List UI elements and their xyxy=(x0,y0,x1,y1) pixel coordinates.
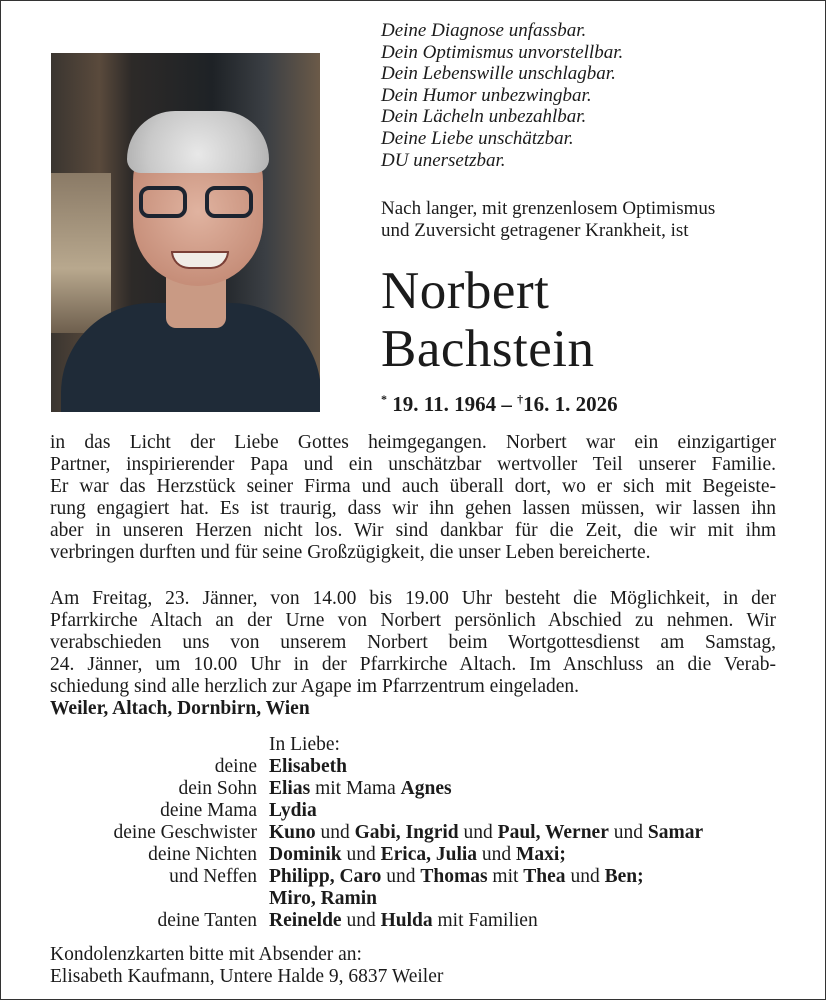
birth-date: 19. 11. 1964 xyxy=(392,392,497,416)
intro-line: und Zuversicht getragener Krankheit, ist xyxy=(381,220,689,241)
paragraph2-line: 24. Jänner, um 10.00 Uhr in der Pfarrkirche Altach. Im Anschluss an die Verab- xyxy=(50,654,776,675)
relatives xyxy=(269,800,317,822)
poem-line: Dein Optimismus unvorstellbar. xyxy=(381,41,624,63)
connector-text: und xyxy=(381,866,421,887)
first-name: Norbert xyxy=(381,262,550,320)
connector-text: und xyxy=(458,822,498,843)
relatives xyxy=(269,910,538,932)
life-dates xyxy=(381,392,618,417)
family-row xyxy=(50,866,703,888)
family-row xyxy=(50,910,703,932)
paragraph-1 xyxy=(50,432,776,564)
paragraph1-line: in das Licht der Liebe Gottes heimgegangen. Norbert war ein einzigartiger xyxy=(50,432,776,453)
relation-label: deine Mama xyxy=(160,800,257,821)
relatives xyxy=(269,844,566,866)
relative-name: Thomas xyxy=(420,866,488,887)
poem-line: Dein Humor unbezwingbar. xyxy=(381,84,592,106)
last-name: Bachstein xyxy=(381,320,595,378)
relation-label: deine Tanten xyxy=(157,910,257,931)
poem xyxy=(381,20,623,171)
connector-text: In Liebe: xyxy=(269,734,340,755)
footer-line: Elisabeth Kaufmann, Untere Halde 9, 6837 Weiler xyxy=(50,966,444,987)
portrait-photo xyxy=(51,53,320,412)
relation-label xyxy=(50,734,269,756)
connector-text: und xyxy=(477,844,517,865)
relatives xyxy=(269,822,703,844)
relative-name: Hulda xyxy=(380,910,433,931)
paragraph1-line: Partner, inspirierender Papa und ein unschätzbar wertvoller Teil unserer Familie. xyxy=(50,454,776,475)
paragraph1-line: aber in unseren Herzen nicht los. Wir sind dankbar für die Zeit, die wir mit ihm xyxy=(50,520,776,541)
deceased-name xyxy=(381,262,595,378)
relative-name: Gabi, Ingrid xyxy=(354,822,459,843)
family-row xyxy=(50,844,703,866)
paragraph2-line: schiedung sind alle herzlich zur Agape im Pfarrzentrum eingeladen. xyxy=(50,676,580,697)
relative-name: Thea xyxy=(523,866,566,887)
relatives xyxy=(269,888,377,910)
relative-name: Paul, Werner xyxy=(497,822,609,843)
connector-text: mit Familien xyxy=(432,910,538,931)
poem-line: Dein Lebenswille unschlagbar. xyxy=(381,63,616,85)
relatives xyxy=(269,734,340,756)
poem-line: DU unersetzbar. xyxy=(381,149,506,171)
relation-label xyxy=(50,888,269,910)
family-row xyxy=(50,888,703,910)
relative-name: Kuno xyxy=(269,822,316,843)
poem-line: Deine Liebe unschätzbar. xyxy=(381,127,574,149)
family-row xyxy=(50,778,703,800)
intro-line: Nach langer, mit grenzenlosem Optimismus xyxy=(381,198,716,219)
relative-name: Maxi; xyxy=(516,844,566,865)
relatives xyxy=(269,866,644,888)
relative-name: Philipp, Caro xyxy=(269,866,382,887)
relative-name: Reinelde xyxy=(269,910,342,931)
relative-name: Elias xyxy=(269,778,311,799)
family-row xyxy=(50,822,703,844)
paragraph1-line: rung engagiert hat. Es ist traurig, dass wir ihn gehen lassen müssen, wir lassen ihn xyxy=(50,498,776,519)
connector-text: und xyxy=(565,866,605,887)
paragraph2-line: Am Freitag, 23. Jänner, von 14.00 bis 19.00 Uhr besteht die Möglichkeit, in der xyxy=(50,588,776,609)
paragraph1-line: verbringen durften und für seine Großzügigkeit, die unser Leben bereicherte. xyxy=(50,542,651,563)
relation-label: und Neffen xyxy=(169,866,257,887)
relation-label: deine Geschwister xyxy=(113,822,257,843)
relatives xyxy=(269,778,452,800)
connector-text: und xyxy=(315,822,355,843)
footer-address xyxy=(50,944,443,988)
family-row xyxy=(50,800,703,822)
family-list xyxy=(50,734,703,932)
connector-text: und xyxy=(341,910,381,931)
paragraph2-line: Pfarrkirche Altach an der Urne von Norbert persönlich Abschied zu nehmen. Wir xyxy=(50,610,776,631)
relation-label: deine Nichten xyxy=(148,844,257,865)
paragraph2-line: verabschieden uns von unserem Norbert beim Wortgottesdienst am Samstag, xyxy=(50,632,776,653)
death-date: 16. 1. 2026 xyxy=(523,392,618,416)
intro-text xyxy=(381,198,715,242)
places: Weiler, Altach, Dornbirn, Wien xyxy=(50,698,310,719)
relative-name: Agnes xyxy=(400,778,452,799)
date-separator: – xyxy=(501,392,512,416)
relative-name: Miro, Ramin xyxy=(269,888,377,909)
relative-name: Erica, Julia xyxy=(380,844,478,865)
footer-line: Kondolenzkarten bitte mit Absender an: xyxy=(50,944,362,965)
death-symbol: † xyxy=(517,392,524,406)
relative-name: Ben; xyxy=(604,866,644,887)
relative-name: Lydia xyxy=(269,800,317,821)
paragraph1-line: Er war das Herzstück seiner Firma und auch überall dort, wo er sich mit Begeiste- xyxy=(50,476,776,497)
connector-text: und xyxy=(608,822,648,843)
family-row xyxy=(50,756,703,778)
family-row xyxy=(50,734,703,756)
relative-name: Elisabeth xyxy=(269,756,348,777)
relation-label: deine xyxy=(214,756,257,777)
paragraph-2 xyxy=(50,588,776,698)
poem-line: Deine Diagnose unfassbar. xyxy=(381,20,587,41)
connector-text: mit xyxy=(487,866,524,887)
relatives xyxy=(269,756,347,778)
connector-text: mit Mama xyxy=(310,778,401,799)
birth-symbol: * xyxy=(381,392,387,406)
relation-label: dein Sohn xyxy=(178,778,257,799)
relative-name: Samar xyxy=(647,822,704,843)
poem-line: Dein Lächeln unbezahlbar. xyxy=(381,106,587,128)
relative-name: Dominik xyxy=(269,844,342,865)
connector-text: und xyxy=(341,844,381,865)
